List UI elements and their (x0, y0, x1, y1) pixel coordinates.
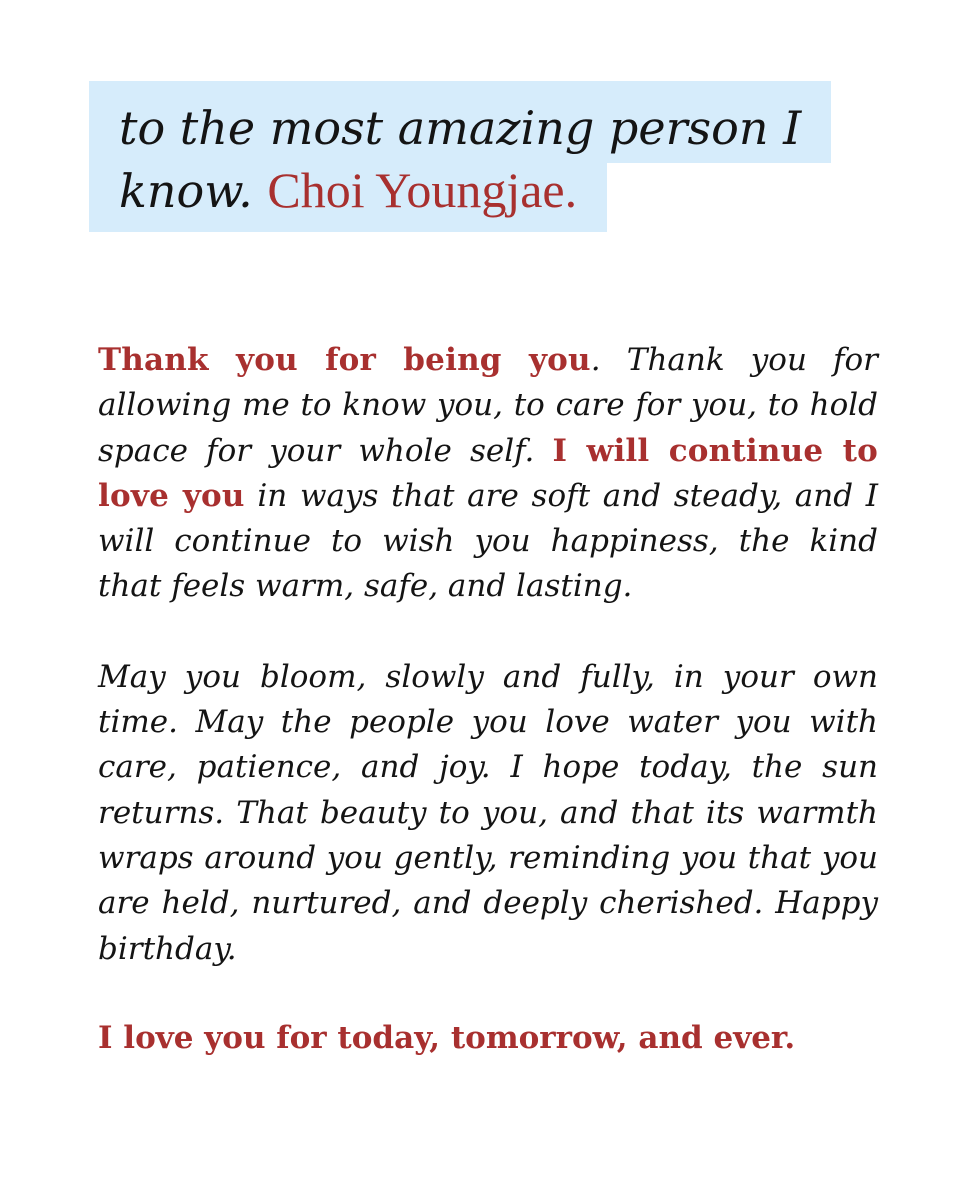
title-line-2 (89, 163, 607, 232)
title-line-1: to the most amazing person I (89, 81, 831, 163)
paragraph-1-text-a: . Thank you for allowing me to know you, to care for you, to hold space for your whole self. (98, 342, 878, 469)
letter-title (89, 81, 889, 232)
letter-paragraph-1 (98, 338, 878, 610)
highlight-continue-to-love: I will continue to love you (98, 432, 878, 514)
letter-closing: I love you for today, tomorrow, and ever. (98, 1020, 796, 1056)
highlight-thank-you: Thank you for being you (98, 342, 591, 378)
letter-body (98, 338, 878, 1017)
letter-paragraph-2: May you bloom, slowly and fully, in your own time. May the people you love water you with care, patience, and joy. I hope today, the sun returns. That beauty to you, and that its warmth wraps around you gently, reminding you that you are held, nurtured, and deeply cherished. Happy birthday. (98, 658, 878, 967)
paragraph-1-text-b: in ways that are soft and steady, and I will continue to wish you happiness, the kind that feels warm, safe, and lasting. (98, 477, 878, 605)
title-line-2-prefix: know. (119, 164, 253, 218)
recipient-name: Choi Youngjae. (267, 162, 578, 218)
